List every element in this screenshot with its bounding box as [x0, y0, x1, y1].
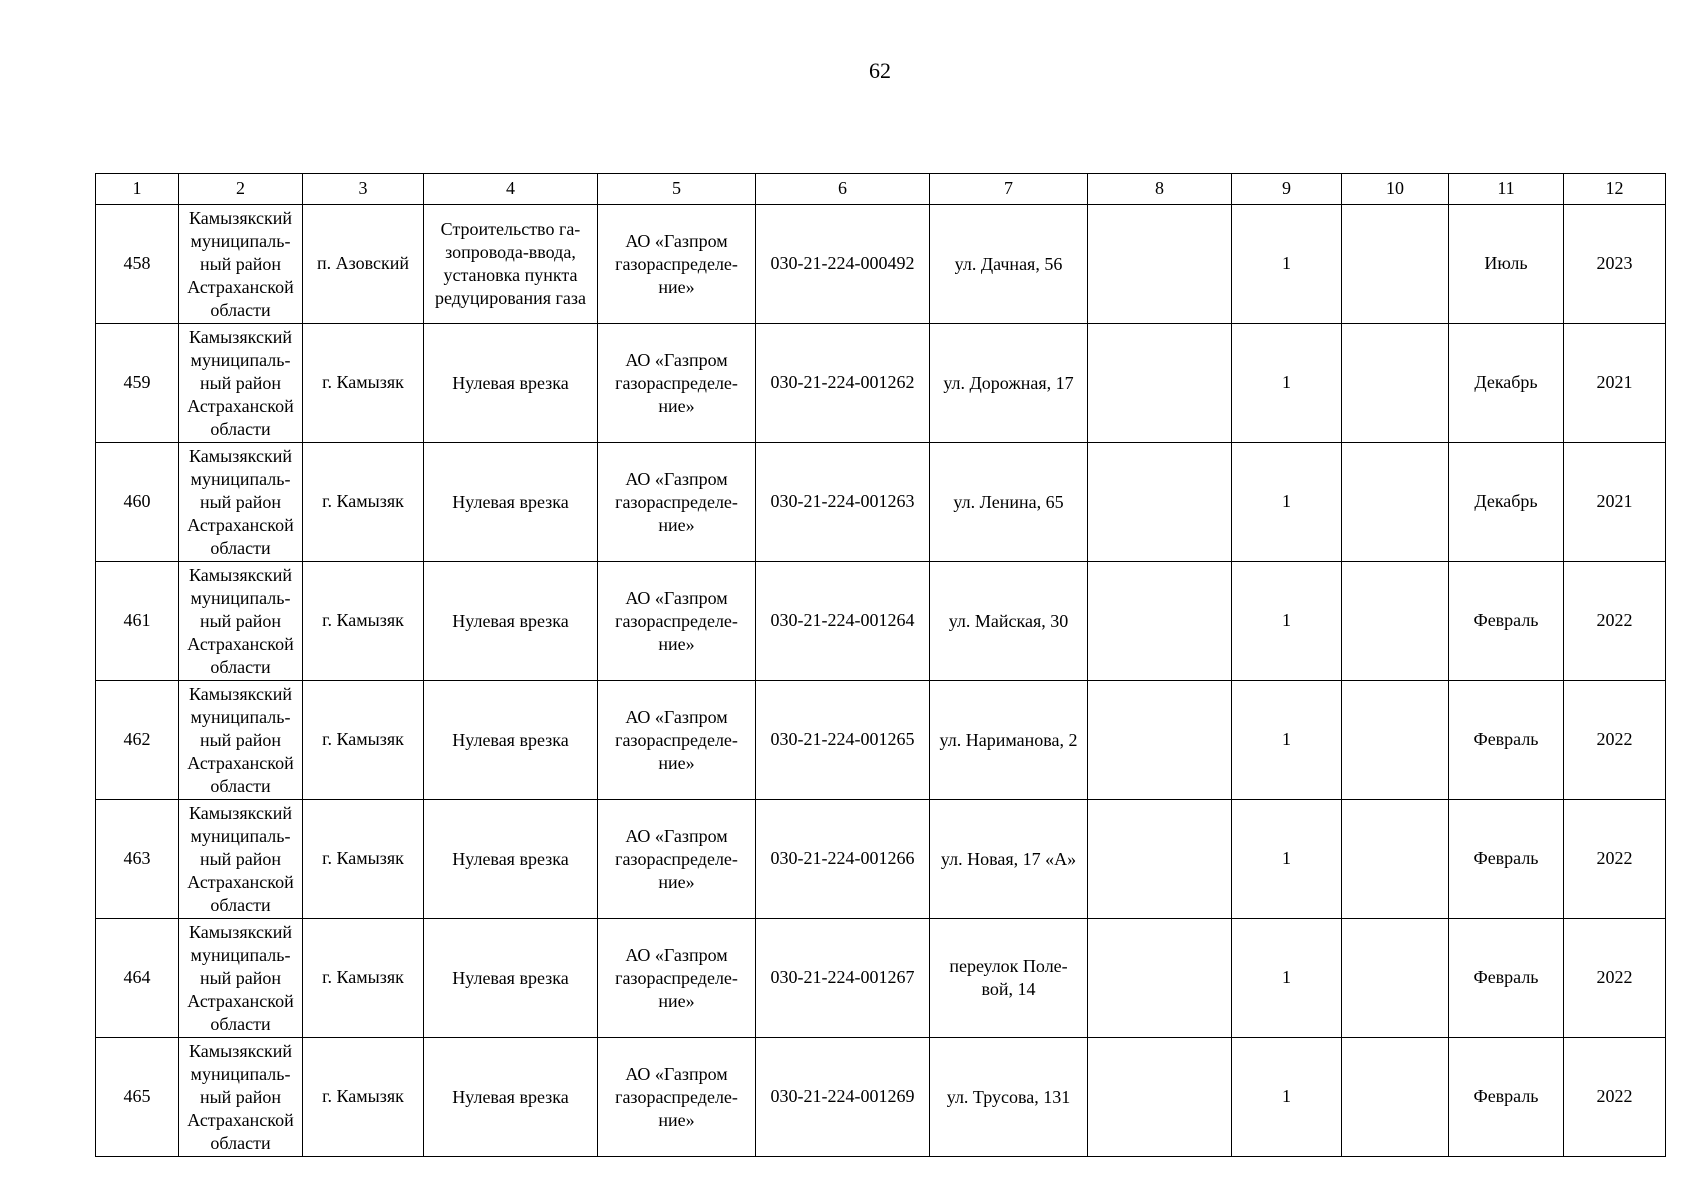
work-cell	[424, 919, 598, 1038]
organization-cell	[598, 919, 756, 1038]
column-10-cell	[1342, 919, 1449, 1038]
district-cell	[179, 800, 303, 919]
column-number-2: 2	[179, 174, 303, 205]
work-line: Нулевая врезка	[452, 729, 569, 750]
organization-line: ние»	[658, 514, 695, 535]
organization-line: ние»	[658, 276, 695, 297]
work-line: Нулевая врезка	[452, 610, 569, 631]
month-cell: Февраль	[1449, 1038, 1564, 1157]
district-line: ный район	[199, 1086, 282, 1107]
page-number: 62	[869, 58, 891, 83]
settlement-cell: г. Камызяк	[303, 443, 424, 562]
table-row	[96, 919, 1666, 1038]
organization-cell	[598, 443, 756, 562]
organization-line: газораспределе-	[615, 372, 738, 393]
table-row	[96, 800, 1666, 919]
object-code-cell: 030-21-224-001266	[756, 800, 930, 919]
address-line: ул. Новая, 17 «А»	[940, 848, 1077, 869]
district-line: области	[210, 656, 271, 677]
row-number-cell: 462	[96, 681, 179, 800]
column-8-cell	[1088, 205, 1232, 324]
column-10-cell	[1342, 205, 1449, 324]
district-line: области	[210, 1013, 271, 1034]
district-cell	[179, 443, 303, 562]
district-line: ный район	[199, 967, 282, 988]
district-line: области	[210, 775, 271, 796]
district-cell	[179, 205, 303, 324]
column-number-1: 1	[96, 174, 179, 205]
year-cell: 2022	[1564, 562, 1666, 681]
district-line: Астраханской	[187, 1109, 294, 1130]
district-line: ный район	[199, 491, 282, 512]
quantity-cell: 1	[1232, 324, 1342, 443]
address-cell	[930, 681, 1088, 800]
district-line: Астраханской	[187, 990, 294, 1011]
district-line: муниципаль-	[190, 230, 291, 251]
district-line: Астраханской	[187, 514, 294, 535]
row-number-cell: 465	[96, 1038, 179, 1157]
table-body	[96, 174, 1666, 1157]
organization-line: ние»	[658, 395, 695, 416]
row-number-cell: 461	[96, 562, 179, 681]
month-cell: Февраль	[1449, 681, 1564, 800]
district-line: муниципаль-	[190, 1063, 291, 1084]
column-number-8: 8	[1088, 174, 1232, 205]
column-10-cell	[1342, 324, 1449, 443]
month-cell: Февраль	[1449, 800, 1564, 919]
work-cell	[424, 800, 598, 919]
column-8-cell	[1088, 800, 1232, 919]
row-number-cell: 458	[96, 205, 179, 324]
address-line: ул. Дачная, 56	[954, 253, 1063, 274]
work-cell	[424, 324, 598, 443]
column-10-cell	[1342, 681, 1449, 800]
work-cell	[424, 1038, 598, 1157]
district-line: области	[210, 418, 271, 439]
district-cell	[179, 562, 303, 681]
district-line: муниципаль-	[190, 825, 291, 846]
work-line: редуцирования газа	[435, 288, 586, 308]
month-cell: Февраль	[1449, 562, 1564, 681]
organization-line: АО «Газпром	[625, 349, 728, 370]
district-cell	[179, 1038, 303, 1157]
row-number-cell: 460	[96, 443, 179, 562]
year-cell: 2022	[1564, 1038, 1666, 1157]
organization-line: газораспределе-	[615, 729, 738, 750]
column-number-10: 10	[1342, 174, 1449, 205]
district-line: Камызякский	[189, 802, 292, 823]
quantity-cell: 1	[1232, 1038, 1342, 1157]
column-8-cell	[1088, 919, 1232, 1038]
quantity-cell: 1	[1232, 443, 1342, 562]
settlement-cell: п. Азовский	[303, 205, 424, 324]
address-cell	[930, 443, 1088, 562]
address-cell	[930, 919, 1088, 1038]
organization-cell	[598, 562, 756, 681]
month-cell: Февраль	[1449, 919, 1564, 1038]
district-line: муниципаль-	[190, 349, 291, 370]
object-code-cell: 030-21-224-001265	[756, 681, 930, 800]
district-line: Астраханской	[187, 871, 294, 892]
organization-line: АО «Газпром	[625, 587, 728, 608]
column-number-7: 7	[930, 174, 1088, 205]
district-line: ный район	[199, 729, 282, 750]
work-cell	[424, 681, 598, 800]
month-cell: Июль	[1449, 205, 1564, 324]
organization-line: ние»	[658, 752, 695, 773]
work-line: Нулевая врезка	[452, 372, 569, 393]
settlement-cell: г. Камызяк	[303, 324, 424, 443]
address-line: ул. Нариманова, 2	[939, 729, 1078, 750]
column-number-11: 11	[1449, 174, 1564, 205]
settlement-cell: г. Камызяк	[303, 681, 424, 800]
work-line: Нулевая врезка	[452, 491, 569, 512]
month-cell: Декабрь	[1449, 443, 1564, 562]
row-number-cell: 459	[96, 324, 179, 443]
column-10-cell	[1342, 443, 1449, 562]
organization-line: ние»	[658, 1109, 695, 1130]
organization-cell	[598, 205, 756, 324]
table-row	[96, 562, 1666, 681]
organization-line: ние»	[658, 871, 695, 892]
object-code-cell: 030-21-224-001269	[756, 1038, 930, 1157]
organization-cell	[598, 1038, 756, 1157]
table-row	[96, 443, 1666, 562]
district-line: ный район	[199, 610, 282, 631]
quantity-cell: 1	[1232, 681, 1342, 800]
address-line: ул. Ленина, 65	[953, 491, 1064, 512]
column-8-cell	[1088, 562, 1232, 681]
year-cell: 2022	[1564, 800, 1666, 919]
organization-cell	[598, 800, 756, 919]
quantity-cell: 1	[1232, 800, 1342, 919]
address-cell	[930, 205, 1088, 324]
year-cell: 2023	[1564, 205, 1666, 324]
district-line: муниципаль-	[190, 587, 291, 608]
address-line: переулок Поле-	[949, 956, 1068, 976]
address-cell	[930, 1038, 1088, 1157]
row-number-cell: 464	[96, 919, 179, 1038]
work-line: Нулевая врезка	[452, 1086, 569, 1107]
organization-line: АО «Газпром	[625, 706, 728, 727]
organization-line: газораспределе-	[615, 610, 738, 631]
work-cell	[424, 562, 598, 681]
work-line: Строительство га-	[440, 219, 581, 239]
district-line: Камызякский	[189, 207, 292, 228]
object-code-cell: 030-21-224-001262	[756, 324, 930, 443]
column-number-6: 6	[756, 174, 930, 205]
column-number-3: 3	[303, 174, 424, 205]
table-row	[96, 324, 1666, 443]
year-cell: 2021	[1564, 443, 1666, 562]
work-line: установка пункта	[443, 265, 578, 285]
district-line: муниципаль-	[190, 706, 291, 727]
district-line: области	[210, 299, 271, 320]
organization-line: газораспределе-	[615, 1086, 738, 1107]
year-cell: 2022	[1564, 919, 1666, 1038]
district-line: ный район	[199, 848, 282, 869]
column-8-cell	[1088, 443, 1232, 562]
organization-line: газораспределе-	[615, 491, 738, 512]
year-cell: 2022	[1564, 681, 1666, 800]
object-code-cell: 030-21-224-001264	[756, 562, 930, 681]
organization-line: ние»	[658, 633, 695, 654]
address-line: ул. Дорожная, 17	[943, 372, 1074, 393]
district-cell	[179, 324, 303, 443]
quantity-cell: 1	[1232, 919, 1342, 1038]
work-line: Нулевая врезка	[452, 967, 569, 988]
district-line: ный район	[199, 253, 282, 274]
district-line: Астраханской	[187, 633, 294, 654]
district-line: Астраханской	[187, 395, 294, 416]
district-line: Камызякский	[189, 564, 292, 585]
column-8-cell	[1088, 681, 1232, 800]
district-cell	[179, 919, 303, 1038]
district-line: Камызякский	[189, 1040, 292, 1061]
district-line: области	[210, 537, 271, 558]
address-line: вой, 14	[981, 979, 1036, 999]
address-cell	[930, 562, 1088, 681]
work-cell	[424, 443, 598, 562]
column-number-9: 9	[1232, 174, 1342, 205]
column-10-cell	[1342, 800, 1449, 919]
organization-line: газораспределе-	[615, 967, 738, 988]
settlement-cell: г. Камызяк	[303, 800, 424, 919]
quantity-cell: 1	[1232, 562, 1342, 681]
table-row	[96, 1038, 1666, 1157]
column-number-12: 12	[1564, 174, 1666, 205]
address-cell	[930, 800, 1088, 919]
object-code-cell: 030-21-224-001267	[756, 919, 930, 1038]
column-number-4: 4	[424, 174, 598, 205]
object-code-cell: 030-21-224-001263	[756, 443, 930, 562]
object-code-cell: 030-21-224-000492	[756, 205, 930, 324]
district-line: муниципаль-	[190, 468, 291, 489]
column-number-row	[96, 174, 1666, 205]
column-8-cell	[1088, 324, 1232, 443]
column-10-cell	[1342, 562, 1449, 681]
settlement-cell: г. Камызяк	[303, 1038, 424, 1157]
gas-connection-table	[95, 173, 1666, 1157]
address-cell	[930, 324, 1088, 443]
organization-cell	[598, 324, 756, 443]
district-line: области	[210, 1132, 271, 1153]
column-number-5: 5	[598, 174, 756, 205]
district-line: Астраханской	[187, 752, 294, 773]
organization-line: АО «Газпром	[625, 1063, 728, 1084]
table-row	[96, 681, 1666, 800]
table-row	[96, 205, 1666, 324]
organization-line: АО «Газпром	[625, 468, 728, 489]
organization-line: АО «Газпром	[625, 825, 728, 846]
district-line: Астраханской	[187, 276, 294, 297]
district-line: Камызякский	[189, 921, 292, 942]
address-line: ул. Майская, 30	[948, 610, 1069, 631]
organization-line: АО «Газпром	[625, 944, 728, 965]
row-number-cell: 463	[96, 800, 179, 919]
organization-line: газораспределе-	[615, 848, 738, 869]
quantity-cell: 1	[1232, 205, 1342, 324]
settlement-cell: г. Камызяк	[303, 562, 424, 681]
work-line: Нулевая врезка	[452, 848, 569, 869]
organization-line: АО «Газпром	[625, 230, 728, 251]
work-cell	[424, 205, 598, 324]
district-line: Камызякский	[189, 683, 292, 704]
work-line: зопровода-ввода,	[445, 242, 576, 262]
district-line: Камызякский	[189, 445, 292, 466]
district-line: ный район	[199, 372, 282, 393]
district-cell	[179, 681, 303, 800]
column-8-cell	[1088, 1038, 1232, 1157]
district-line: области	[210, 894, 271, 915]
organization-cell	[598, 681, 756, 800]
district-line: муниципаль-	[190, 944, 291, 965]
district-line: Камызякский	[189, 326, 292, 347]
organization-line: ние»	[658, 990, 695, 1011]
organization-line: газораспределе-	[615, 253, 738, 274]
settlement-cell: г. Камызяк	[303, 919, 424, 1038]
year-cell: 2021	[1564, 324, 1666, 443]
column-10-cell	[1342, 1038, 1449, 1157]
address-line: ул. Трусова, 131	[946, 1086, 1071, 1107]
month-cell: Декабрь	[1449, 324, 1564, 443]
